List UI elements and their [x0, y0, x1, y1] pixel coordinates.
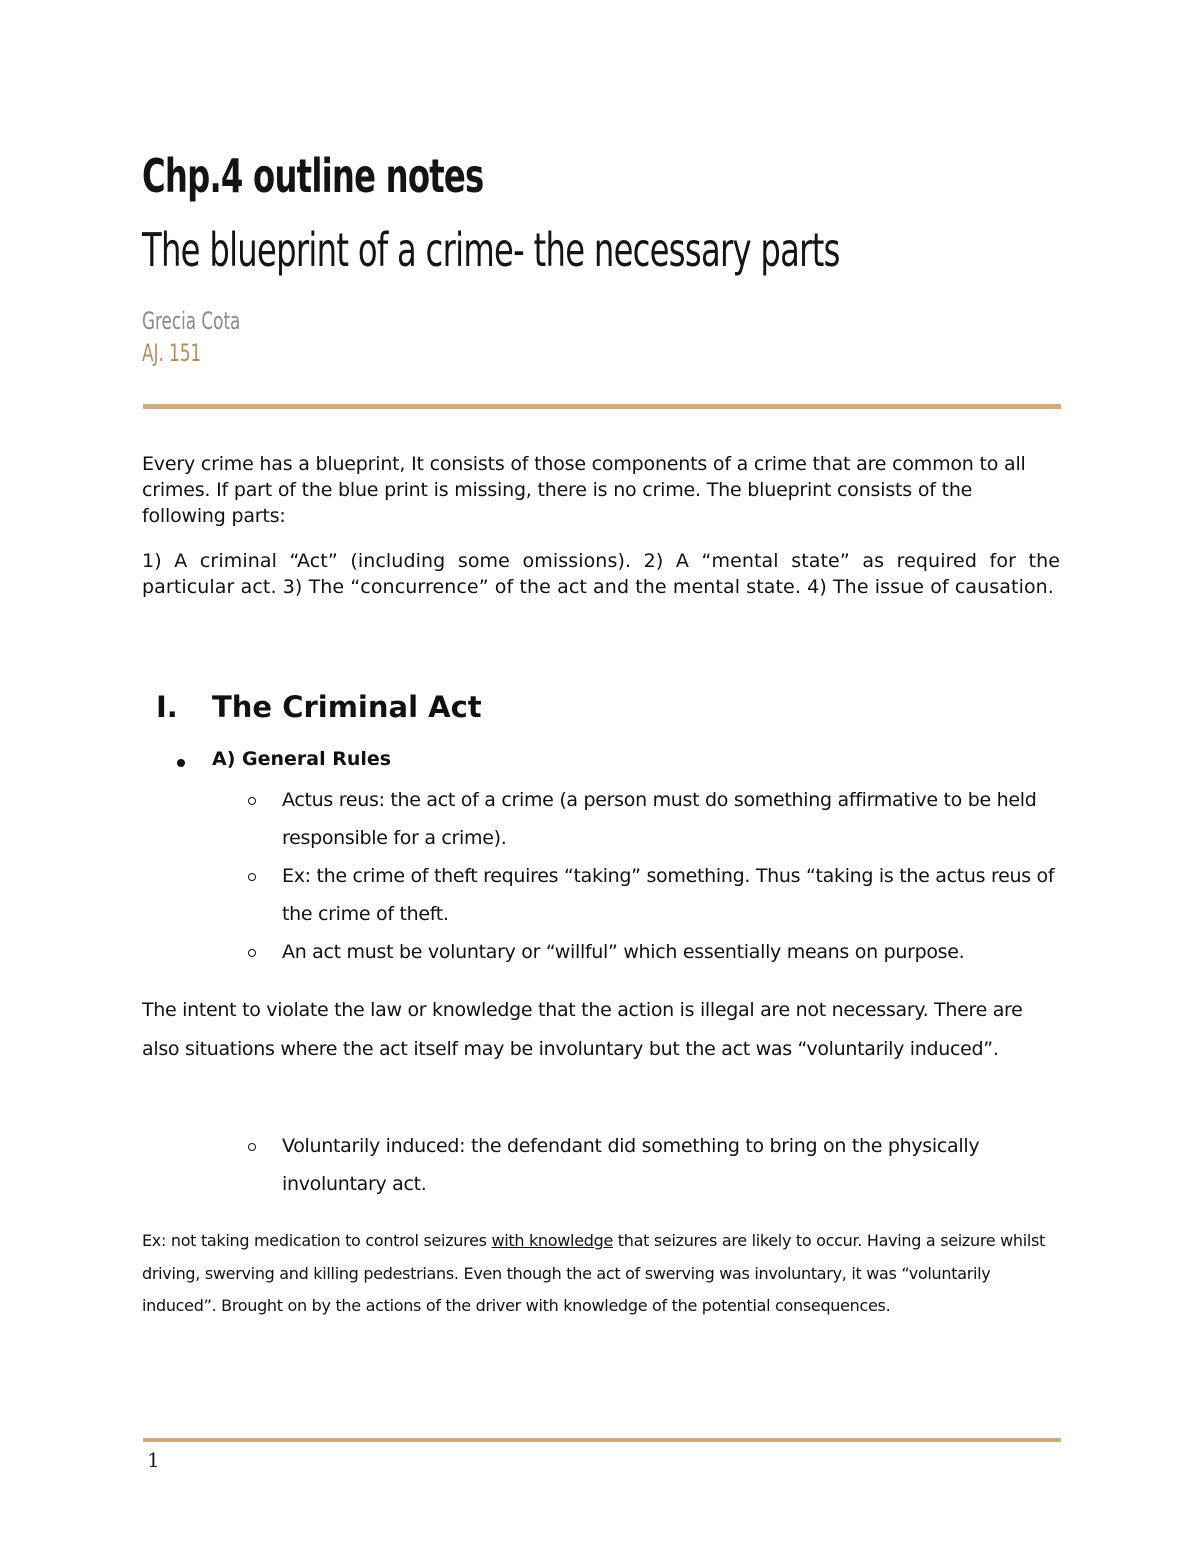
document-subtitle: The blueprint of a crime- the necessary parts	[142, 223, 840, 277]
example-paragraph	[142, 1225, 1062, 1323]
section-number: I.	[156, 690, 178, 724]
list-item: Voluntarily induced: the defendant did something to bring on the physically involuntary act.	[282, 1135, 980, 1195]
section-heading	[156, 690, 482, 724]
bullet-disc-icon	[177, 759, 185, 767]
bullet-circle-icon	[248, 949, 256, 957]
header-divider	[143, 404, 1061, 409]
list-item: An act must be voluntary or “willful” which essentially means on purpose.	[282, 941, 965, 963]
bullet-circle-icon	[248, 1143, 256, 1151]
blueprint-parts-paragraph: 1) A criminal “Act” (including some omissions). 2) A “mental state” as required for the particular act. 3) The “concurrence” of the act and the mental state. 4) The issue of causation.	[142, 550, 1060, 598]
subsection-heading: A) General Rules	[212, 748, 392, 770]
bullet-circle-icon	[248, 797, 256, 805]
list-item: Ex: the crime of theft requires “taking” something. Thus “taking is the actus reus of the crime of theft.	[282, 865, 1055, 925]
course-code: AJ. 151	[142, 339, 202, 367]
example-underlined-text: with knowledge	[491, 1231, 613, 1250]
author-name: Grecia Cota	[142, 307, 241, 335]
list-item: Actus reus: the act of a crime (a person must do something affirmative to be held responsible for a crime).	[282, 789, 1037, 849]
body-paragraph: The intent to violate the law or knowledge that the action is illegal are not necessary. There are also situations where the act itself may be involuntary but the act was “voluntarily induced”.	[142, 999, 1023, 1060]
intro-paragraph: Every crime has a blueprint, It consists of those components of a crime that are common to all crimes. If part of the blue print is missing, there is no crime. The blueprint consists of the following parts:	[142, 453, 1026, 527]
document-title: Chp.4 outline notes	[142, 149, 484, 203]
example-text-start: Ex: not taking medication to control seizures	[142, 1231, 492, 1250]
page-number: 1	[147, 1448, 160, 1472]
footer-divider	[143, 1438, 1061, 1442]
example-text-end: that seizures are likely to occur. Having a seizure whilst driving, swerving and killing pedestrians. Even though the act of swerving was involuntary, it was “voluntarily induced”. Brought on by the actions of the driver with knowledge of the potential consequences.	[142, 1231, 1046, 1315]
section-title: The Criminal Act	[212, 690, 482, 724]
bullet-circle-icon	[248, 873, 256, 881]
